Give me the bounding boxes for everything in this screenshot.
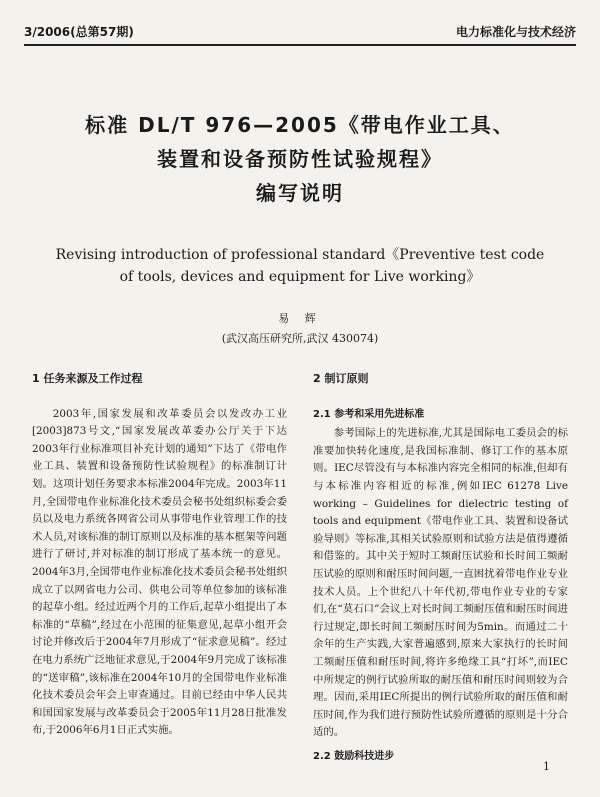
title-cn-line-1: 标准 DL/T 976—2005《带电作业工具、 [85, 113, 515, 137]
section-2-heading: 2 制订原则 [313, 372, 369, 385]
title-en-line-2: of tools, devices and equipment for Live working》 [119, 269, 481, 285]
title-cn-line-3: 编写说明 [256, 181, 344, 205]
subsection-2-2-heading: 2.2 鼓励科技进步 [313, 750, 395, 762]
title-en-line-1: Revising introduction of professional standard《Preventive test code [55, 247, 545, 263]
subsection-2-1-heading: 2.1 参考和采用先进标准 [313, 408, 425, 420]
issue-number: 3/2006(总第57期) [24, 24, 134, 39]
title-en [30, 244, 570, 288]
page-number: 1 [543, 760, 550, 773]
author-name: 易 辉 [278, 312, 322, 325]
title-cn-line-2: 装置和设备预防性试验规程》 [157, 147, 443, 171]
section-1-heading: 1 任务来源及工作过程 [32, 372, 143, 385]
body-columns [32, 370, 568, 767]
section-1-paragraph: 2003年,国家发展和改革委员会以发改办工业[2003]873号文,“国家发展改革委办公厅关于下达2003年行业标准项目补充计划的通知”下达了《带电作业工具、装置和设备预防性试验规程》的标准制订计划。这项计划任务要求本标准2004年完成。2003年11月,全国带电作业标准化技术委员会秘书处组织标委会委员以及电力系统各网省公司从事带电作业管理工作的技术人员,对该标准的制订原则以及标准的基本框架等问题进行了研讨,并对标准的制订形成了基本统一的意见。2004年3月,全国带电作业标准化技术委员会秘书处组织成立了以网省电力公司、供电公司等单位参加的该标准的起草小组。经过近两个月的工作后,起草小组提出了本标准的“草稿”,经过在小范围的征集意见,起草小组开会讨论并修改后于2004年7月形成了“征求意见稿”。经过在电力系统广泛地征求意见,于2004年9月完成了该标准的“送审稿”,该标准在2004年10月的全国带电作业标准化技术委员会年会上审查通过。目前已经由中华人民共和国国家发展与改革委员会于2005年11月28日批准发布,于2006年6月1日正式实施。 [32, 407, 287, 737]
header-rule [24, 44, 576, 46]
author-affiliation: (武汉高压研究所,武汉 430074) [221, 332, 379, 345]
journal-name: 电力标准化与技术经济 [455, 24, 576, 39]
title-block [30, 108, 570, 346]
running-header [24, 20, 576, 42]
left-column [32, 370, 287, 767]
right-column [313, 370, 568, 767]
subsection-2-1-paragraph: 参考国际上的先进标准,尤其是国际电工委员会的标准要加快转化速度,是我国标准制、修订工作的基本原则。IEC尽管没有与本标准内容完全相同的标准,但却有与本标准内容相近的标准,例如IEC 61278 Live working – Guidelines for dielectric testing of tools and equipment《带电作业工具、装置和设备试验导则》等标准,其相关试验原则和试验方法是值得遵循和借鉴的。其中关于短时工频耐压试验和长时间工频耐压试验的原则和耐压时间问题,一直困扰着带电作业专业技术人员。上个世纪八十年代初,带电作业专业的专家们,在“莫石口”会议上对长时间工频耐压值和耐压时间进行过规定,即长时间工频耐压时间为5min。而通过二十余年的生产实践,大家普遍感到,原来大家执行的长时间工频耐压值和耐压时间,将许多绝缘工具“打坏”,而IEC中所规定的例行试验所取的耐压值和耐压时间则较为合理。因而,采用IEC所提出的例行试验所取的耐压值和耐压时间,作为我们进行预防性试验所遵循的原则是十分合适的。 [313, 427, 568, 739]
